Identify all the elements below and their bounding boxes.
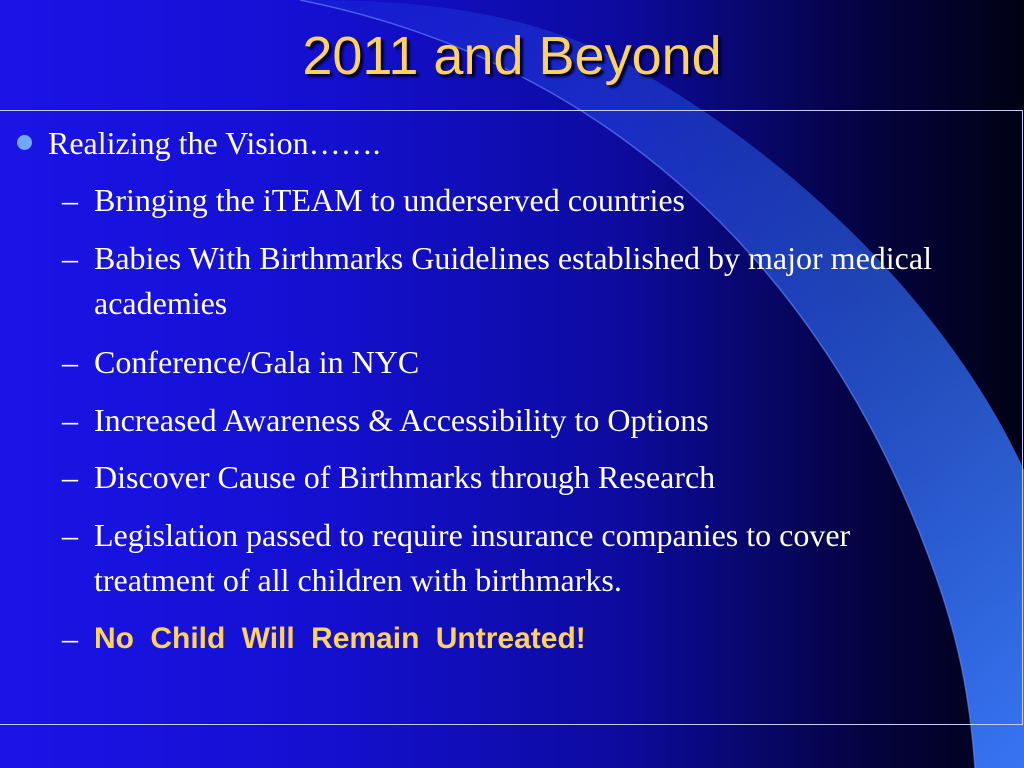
sub-bullet-4 [62,398,1012,443]
sub-bullet-5 [62,455,1012,500]
sub-bullet-text: Increased Awareness & Accessibility to Options [94,402,709,438]
dash-icon: – [62,459,78,495]
sub-bullet-3 [62,340,1012,385]
slide-title: 2011 and Beyond [302,26,722,86]
sub-bullet-text: Bringing the iTEAM to underserved countries [94,182,685,218]
sub-bullet-6 [62,513,947,603]
dash-icon: – [62,620,78,656]
sub-bullet-text: Babies With Birthmarks Guidelines established by major medical academies [94,240,932,321]
dash-icon: – [62,517,78,553]
dash-icon: – [62,240,78,276]
sub-bullet-1 [62,178,1012,223]
closing-statement: No Child Will Remain Untreated! [94,622,586,655]
bullet-dot-icon [17,135,32,150]
sub-bullet-text: Discover Cause of Birthmarks through Research [94,459,716,495]
dash-icon: – [62,344,78,380]
sub-bullet-text: Conference/Gala in NYC [94,344,420,380]
sub-bullet-2 [62,236,1007,326]
sub-bullet-7 [62,616,1012,661]
dash-icon: – [62,402,78,438]
main-bullet: Realizing the Vision……. [48,125,381,161]
dash-icon: – [62,182,78,218]
sub-bullet-text: Legislation passed to require insurance companies to cover treatment of all children with birthmarks. [94,517,851,598]
